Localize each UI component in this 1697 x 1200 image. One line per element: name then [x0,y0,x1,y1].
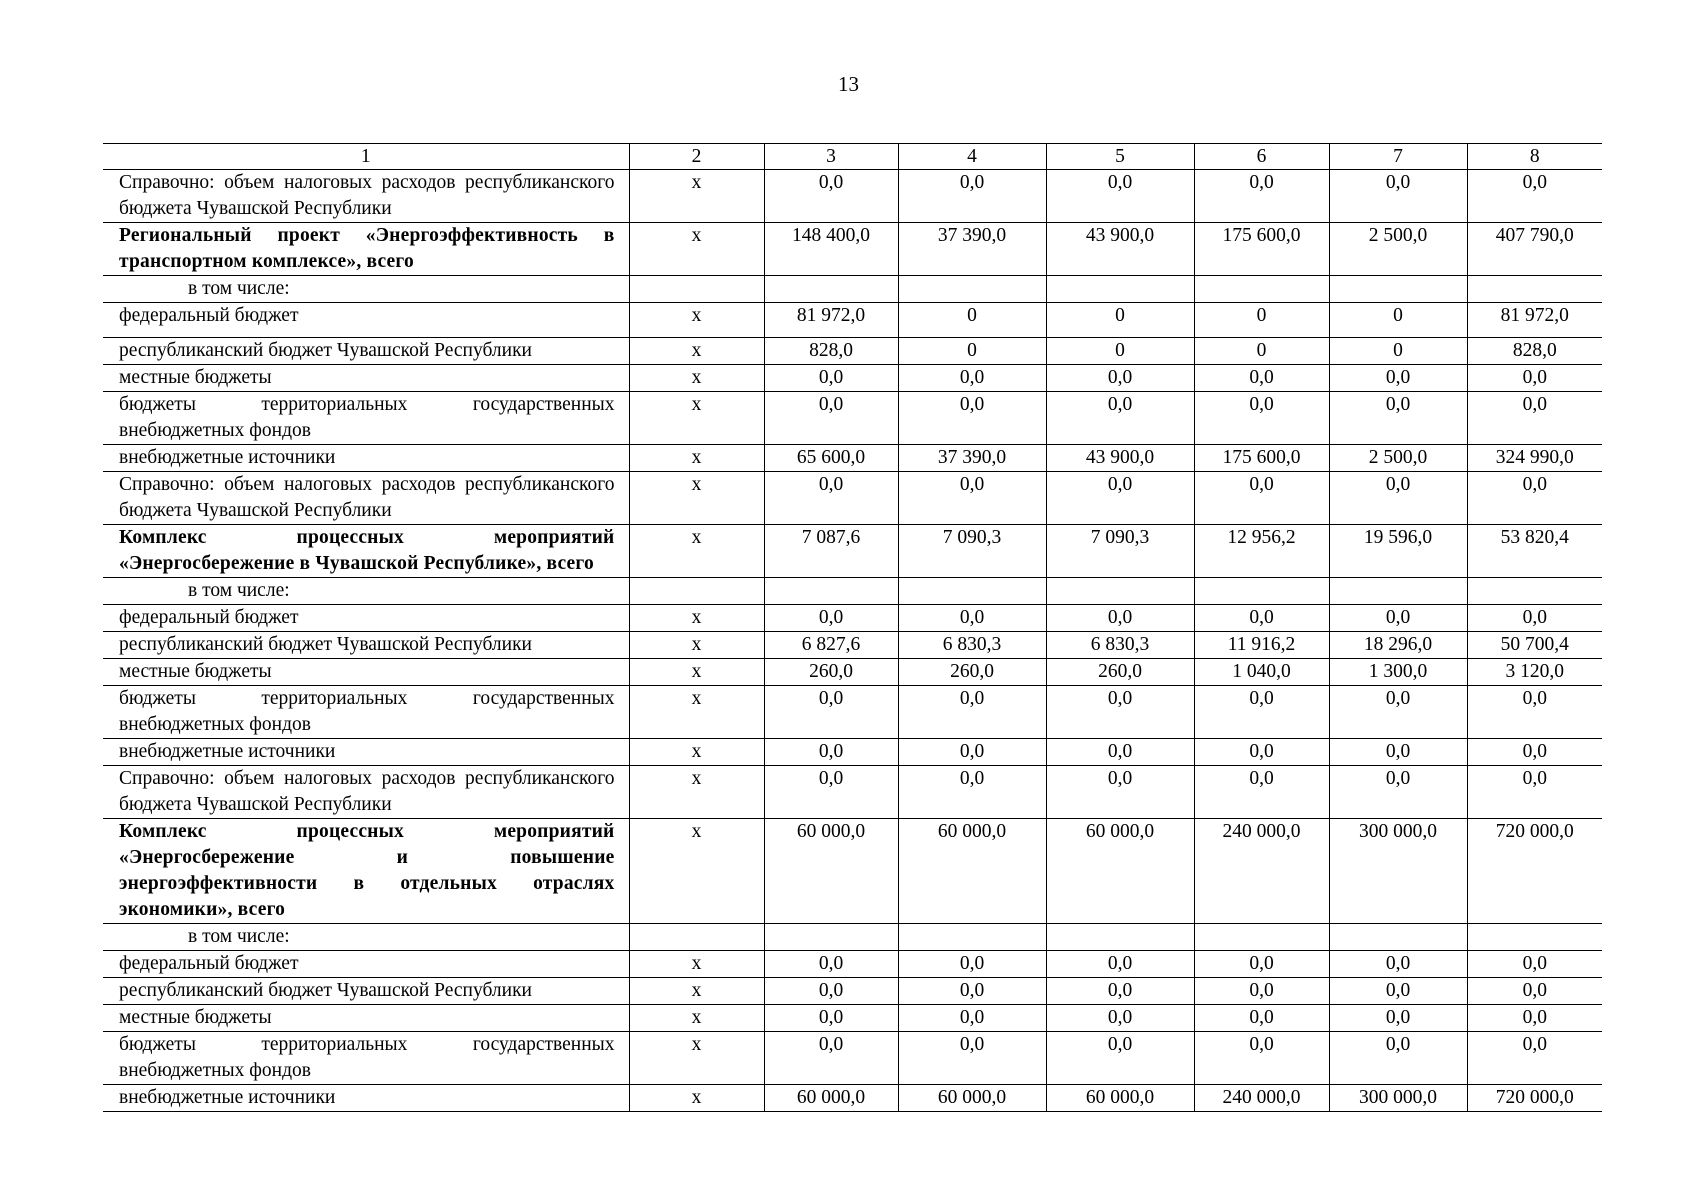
row-label: Справочно: объем налоговых расходов республиканского бюджета Чувашской Республики [103,766,629,819]
value-cell: 2 500,0 [1329,223,1467,276]
table-row [103,686,1602,739]
value-cell: 260,0 [764,659,898,686]
table-row-section [103,819,1602,924]
code-cell [629,924,764,951]
code-cell: х [629,392,764,445]
value-cell: 0,0 [898,392,1046,445]
value-cell: 300 000,0 [1329,819,1467,924]
value-cell: 0,0 [1194,978,1329,1005]
value-cell [1194,924,1329,951]
value-cell: 0,0 [898,739,1046,766]
value-cell: 0,0 [1467,1032,1602,1085]
code-cell: х [629,1032,764,1085]
value-cell: 148 400,0 [764,223,898,276]
code-cell: х [629,766,764,819]
value-cell: 0,0 [1046,951,1194,978]
code-cell: х [629,472,764,525]
value-cell: 0,0 [1329,472,1467,525]
value-cell: 0,0 [764,951,898,978]
value-cell: 0,0 [764,472,898,525]
value-cell: 0,0 [1329,605,1467,632]
value-cell: 0,0 [1194,739,1329,766]
table-body [103,144,1602,1112]
value-cell: 18 296,0 [1329,632,1467,659]
row-label: бюджеты территориальных государственных внебюджетных фондов [103,1032,629,1085]
table-row [103,951,1602,978]
budget-table [103,143,1602,1112]
table-row [103,1085,1602,1112]
value-cell: 0,0 [764,1032,898,1085]
value-cell: 43 900,0 [1046,223,1194,276]
table-row [103,739,1602,766]
table-row [103,445,1602,472]
value-cell: 60 000,0 [1046,819,1194,924]
code-cell: х [629,632,764,659]
value-cell [764,924,898,951]
value-cell: 0 [1046,338,1194,365]
value-cell: 0,0 [898,951,1046,978]
value-cell: 0,0 [898,605,1046,632]
table-row [103,170,1602,223]
value-cell: 60 000,0 [898,819,1046,924]
value-cell: 0,0 [1329,365,1467,392]
table-row [103,1032,1602,1085]
value-cell: 0,0 [1329,951,1467,978]
value-cell: 240 000,0 [1194,819,1329,924]
row-label: Комплекс процессных мероприятий «Энергосбережение и повышение энергоэффективности в отдельных отраслях экономики», всего [103,819,629,924]
column-header: 1 [103,144,629,170]
value-cell: 0,0 [1467,766,1602,819]
row-label: республиканский бюджет Чувашской Республики [103,978,629,1005]
value-cell [1467,924,1602,951]
value-cell: 0,0 [1467,1005,1602,1032]
value-cell: 720 000,0 [1467,819,1602,924]
value-cell: 0,0 [1329,739,1467,766]
value-cell: 7 087,6 [764,525,898,578]
value-cell: 3 120,0 [1467,659,1602,686]
value-cell: 0,0 [1467,686,1602,739]
table-row [103,276,1602,303]
value-cell: 0,0 [764,605,898,632]
value-cell: 0,0 [1329,1032,1467,1085]
value-cell: 828,0 [1467,338,1602,365]
code-cell: х [629,170,764,223]
row-label: местные бюджеты [103,659,629,686]
value-cell: 81 972,0 [1467,303,1602,338]
value-cell: 0,0 [1329,1005,1467,1032]
row-label: в том числе: [103,578,629,605]
value-cell: 0,0 [1467,951,1602,978]
table-row [103,392,1602,445]
row-label: внебюджетные источники [103,1085,629,1112]
table-row [103,578,1602,605]
row-label: Региональный проект «Энергоэффективность в транспортном комплексе», всего [103,223,629,276]
value-cell: 0 [1194,303,1329,338]
value-cell: 0,0 [898,170,1046,223]
value-cell: 0,0 [898,472,1046,525]
value-cell: 7 090,3 [1046,525,1194,578]
value-cell: 0,0 [1467,472,1602,525]
code-cell: х [629,951,764,978]
code-cell: х [629,739,764,766]
row-label: местные бюджеты [103,1005,629,1032]
code-cell: х [629,365,764,392]
row-label: внебюджетные источники [103,445,629,472]
value-cell: 0,0 [764,1005,898,1032]
value-cell: 0,0 [764,365,898,392]
row-label: в том числе: [103,924,629,951]
value-cell [898,578,1046,605]
value-cell: 0,0 [1194,605,1329,632]
column-header: 8 [1467,144,1602,170]
value-cell: 0,0 [1467,170,1602,223]
row-label: федеральный бюджет [103,605,629,632]
value-cell: 0,0 [764,686,898,739]
value-cell: 0,0 [898,365,1046,392]
table-row [103,605,1602,632]
table-row [103,472,1602,525]
value-cell: 19 596,0 [1329,525,1467,578]
row-label: Справочно: объем налоговых расходов республиканского бюджета Чувашской Республики [103,170,629,223]
value-cell: 0,0 [1046,365,1194,392]
value-cell: 0 [1329,303,1467,338]
value-cell: 0 [1194,338,1329,365]
value-cell: 53 820,4 [1467,525,1602,578]
code-cell: х [629,978,764,1005]
value-cell: 324 990,0 [1467,445,1602,472]
value-cell: 60 000,0 [1046,1085,1194,1112]
value-cell: 0,0 [764,739,898,766]
value-cell: 0,0 [1194,392,1329,445]
value-cell [764,578,898,605]
value-cell: 0,0 [1329,392,1467,445]
row-label: Комплекс процессных мероприятий «Энергосбережение в Чувашской Республике», всего [103,525,629,578]
value-cell: 0,0 [1046,1005,1194,1032]
value-cell: 43 900,0 [1046,445,1194,472]
value-cell: 12 956,2 [1194,525,1329,578]
column-header: 4 [898,144,1046,170]
table-row [103,303,1602,338]
value-cell: 407 790,0 [1467,223,1602,276]
value-cell [1046,578,1194,605]
row-label: республиканский бюджет Чувашской Республики [103,338,629,365]
code-cell: х [629,445,764,472]
value-cell: 0,0 [1046,739,1194,766]
code-cell: х [629,525,764,578]
value-cell: 0,0 [1194,472,1329,525]
value-cell: 0,0 [1467,392,1602,445]
table-row [103,659,1602,686]
value-cell [898,276,1046,303]
value-cell: 60 000,0 [764,819,898,924]
value-cell: 0,0 [1329,766,1467,819]
table-row-section [103,525,1602,578]
table-row [103,1005,1602,1032]
value-cell: 0,0 [1194,1005,1329,1032]
value-cell: 0,0 [764,170,898,223]
value-cell: 0,0 [1329,170,1467,223]
value-cell: 6 827,6 [764,632,898,659]
code-cell: х [629,338,764,365]
value-cell: 0,0 [898,1032,1046,1085]
value-cell: 0,0 [1046,1032,1194,1085]
value-cell: 0,0 [764,392,898,445]
value-cell: 6 830,3 [1046,632,1194,659]
value-cell: 0,0 [898,686,1046,739]
row-label: в том числе: [103,276,629,303]
value-cell: 1 040,0 [1194,659,1329,686]
value-cell [1329,276,1467,303]
code-cell: х [629,1085,764,1112]
column-header: 6 [1194,144,1329,170]
value-cell: 0,0 [1194,365,1329,392]
value-cell [1046,276,1194,303]
value-cell: 240 000,0 [1194,1085,1329,1112]
value-cell: 0,0 [1329,978,1467,1005]
row-label: бюджеты территориальных государственных внебюджетных фондов [103,392,629,445]
value-cell: 11 916,2 [1194,632,1329,659]
page-number: 13 [838,72,859,96]
value-cell: 175 600,0 [1194,445,1329,472]
table-row-section [103,223,1602,276]
value-cell [898,924,1046,951]
value-cell: 0 [1046,303,1194,338]
value-cell: 0,0 [1194,766,1329,819]
value-cell: 2 500,0 [1329,445,1467,472]
value-cell: 65 600,0 [764,445,898,472]
value-cell: 0,0 [1194,170,1329,223]
value-cell: 0,0 [1329,686,1467,739]
value-cell: 0,0 [764,766,898,819]
value-cell: 60 000,0 [898,1085,1046,1112]
value-cell: 50 700,4 [1467,632,1602,659]
value-cell [1046,924,1194,951]
value-cell: 81 972,0 [764,303,898,338]
value-cell: 300 000,0 [1329,1085,1467,1112]
code-cell: х [629,303,764,338]
code-cell [629,276,764,303]
code-cell: х [629,819,764,924]
value-cell: 0,0 [1467,978,1602,1005]
value-cell: 0,0 [1194,951,1329,978]
code-cell: х [629,223,764,276]
value-cell: 0,0 [1046,766,1194,819]
value-cell: 720 000,0 [1467,1085,1602,1112]
row-label: внебюджетные источники [103,739,629,766]
value-cell: 260,0 [898,659,1046,686]
value-cell: 37 390,0 [898,223,1046,276]
value-cell: 0,0 [764,978,898,1005]
code-cell: х [629,686,764,739]
value-cell: 60 000,0 [764,1085,898,1112]
value-cell: 0,0 [898,978,1046,1005]
value-cell: 0,0 [1467,605,1602,632]
table-row [103,924,1602,951]
value-cell: 0,0 [1046,686,1194,739]
value-cell: 0,0 [1194,686,1329,739]
value-cell [1329,924,1467,951]
value-cell [1467,578,1602,605]
value-cell: 7 090,3 [898,525,1046,578]
row-label: бюджеты территориальных государственных внебюджетных фондов [103,686,629,739]
value-cell: 0,0 [1194,1032,1329,1085]
row-label: федеральный бюджет [103,951,629,978]
value-cell: 0,0 [898,766,1046,819]
column-header: 2 [629,144,764,170]
table-row [103,766,1602,819]
value-cell: 37 390,0 [898,445,1046,472]
row-label: Справочно: объем налоговых расходов республиканского бюджета Чувашской Республики [103,472,629,525]
value-cell: 0,0 [1467,739,1602,766]
row-label: федеральный бюджет [103,303,629,338]
value-cell [1194,578,1329,605]
table-header-row [103,144,1602,170]
value-cell [1194,276,1329,303]
value-cell [764,276,898,303]
code-cell: х [629,659,764,686]
value-cell: 0,0 [1046,170,1194,223]
value-cell: 175 600,0 [1194,223,1329,276]
row-label: республиканский бюджет Чувашской Республики [103,632,629,659]
value-cell [1467,276,1602,303]
value-cell: 0,0 [1046,392,1194,445]
value-cell: 0,0 [898,1005,1046,1032]
value-cell: 0,0 [1046,605,1194,632]
code-cell: х [629,605,764,632]
table-row [103,978,1602,1005]
column-header: 5 [1046,144,1194,170]
value-cell: 1 300,0 [1329,659,1467,686]
table-row [103,632,1602,659]
column-header: 7 [1329,144,1467,170]
value-cell: 0,0 [1046,978,1194,1005]
table-row [103,338,1602,365]
value-cell: 828,0 [764,338,898,365]
row-label: местные бюджеты [103,365,629,392]
value-cell: 0,0 [1046,472,1194,525]
value-cell: 0,0 [1467,365,1602,392]
value-cell: 260,0 [1046,659,1194,686]
value-cell: 0 [1329,338,1467,365]
column-header: 3 [764,144,898,170]
value-cell [1329,578,1467,605]
code-cell: х [629,1005,764,1032]
code-cell [629,578,764,605]
value-cell: 0 [898,303,1046,338]
value-cell: 0 [898,338,1046,365]
value-cell: 6 830,3 [898,632,1046,659]
table-row [103,365,1602,392]
